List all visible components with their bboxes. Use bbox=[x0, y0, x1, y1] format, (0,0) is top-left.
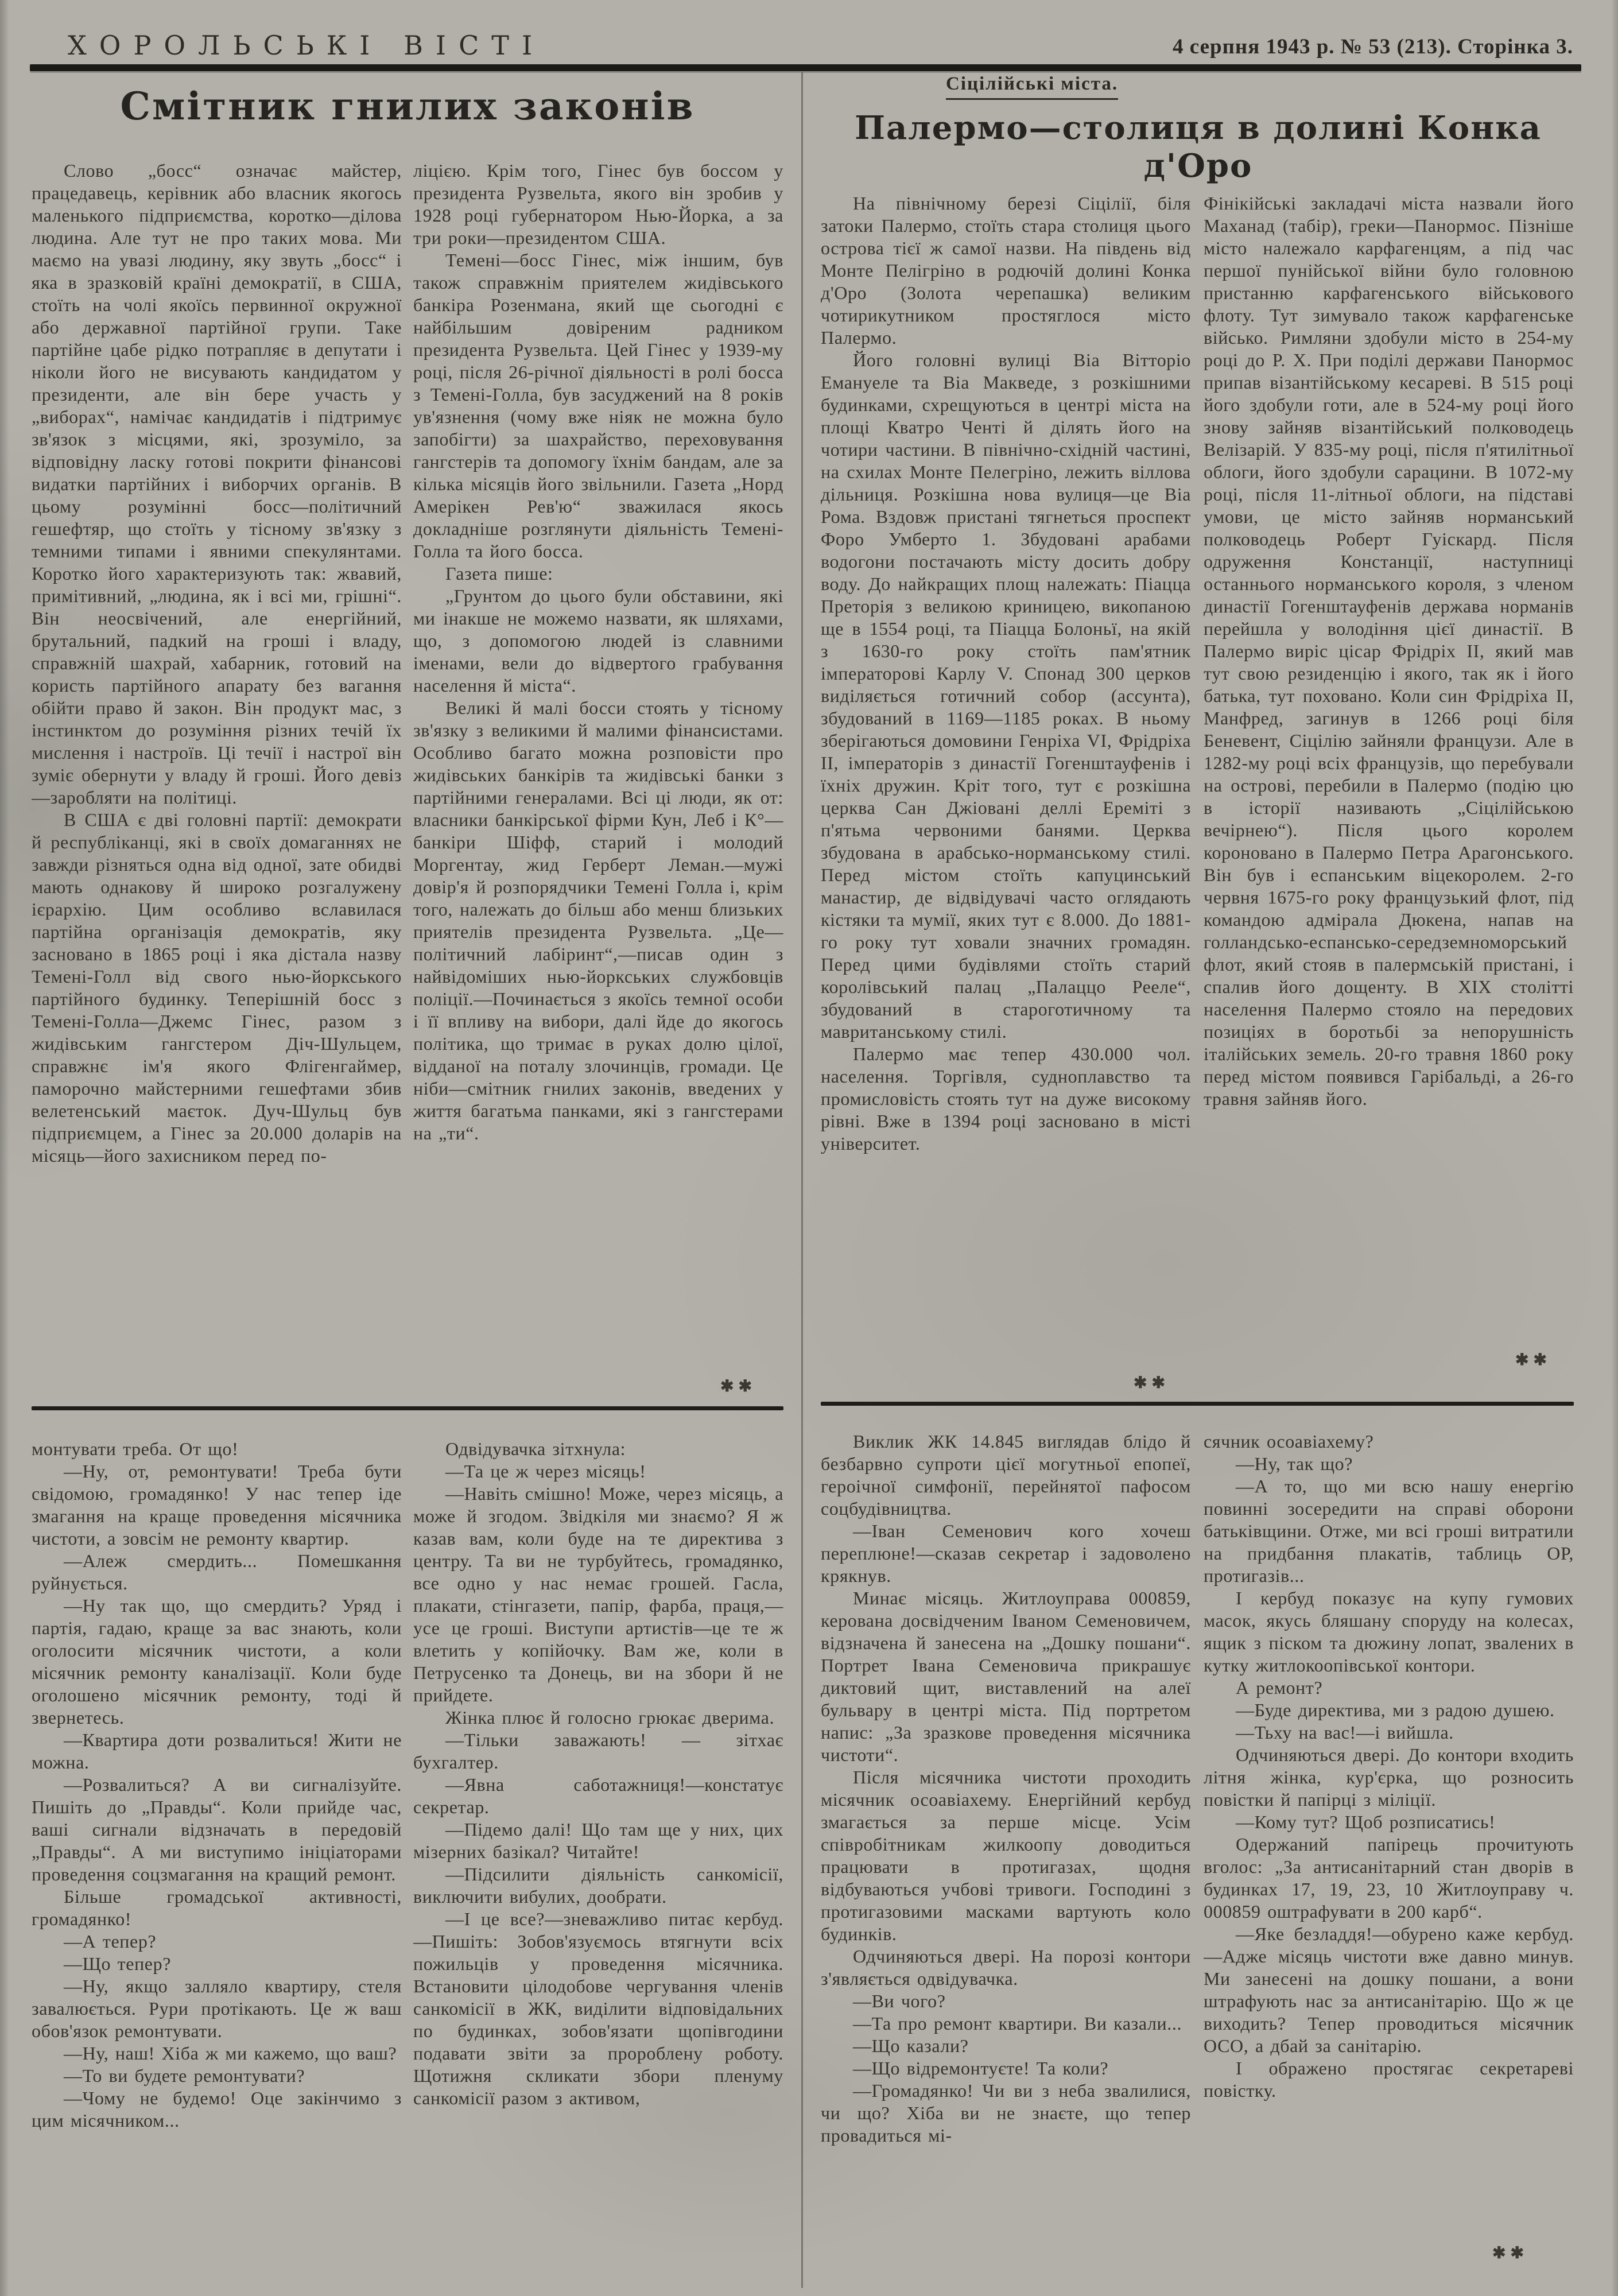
paragraph: Виклик ЖК 14.845 виглядав блідо й безбарвно супроти цієї могутньої епопеї, героічної симфонії, перейнятої пафосом соцбудівництва. bbox=[821, 1431, 1191, 1519]
paragraph: Його головні вулиці Віа Вітторіо Емануеле та Віа Макведе, з розкішними будинками, схрещуються в центрі міста на площі Кватро Ченті й ділять його на чотири частини. В північно-східній частині, на схилах Монте Пелегріно, лежить віллова дільниця. Розкішна нова вулиця—це Віа Рома. Вздовж пристані тягнеться проспект Форо Умберто 1. Збудовані арабами водогони постачають місту досить добру воду. До найкращих площ належать: Піацца Преторія з великою криницею, викопаною ще в 1554 році, та Піацца Болоньї, на якій з 1630-го року стоїть пам'ятник імператорові Карлу V. Спонад 300 церков виділяється готичний собор (ассунта), збудований в 1169—1185 роках. В ньому зберігаються домовини Генріха VI, Фрідріха II, імператорів з династії Гогенштауфенів і їхніх дружин. Кріт того, тут є розкішна церква Сан Джіовані деллі Ереміті з п'ятьма червоними банями. Церква збудована в арабсько-норманському стилі. Перед містом стоїть капуцинський манастир, де відвідувачі часто оглядають кістяки та мумії, яких тут є 8.000. До 1881-го року тут ховали значних громадян. Перед цими будівлями стоїть старий королівський палац „Палаццо Рееле“, збудований в староготичному та мавританському стилі. bbox=[821, 350, 1191, 1042]
paragraph: —Що казали? bbox=[853, 2035, 969, 2056]
paragraph: —Та це ж через місяць! bbox=[445, 1461, 646, 1481]
paragraph: —Тільки заважають! — зітхає бухгалтер. bbox=[413, 1729, 783, 1773]
paragraph: —Ну, якщо залляло квартиру, стеля завалюється. Рури протікають. Це ж ваш обов'язок ремонтувати. bbox=[32, 1976, 402, 2041]
header-rule bbox=[30, 64, 1581, 71]
right-article-title: Палермо—столиця в долині Конка д'Оро bbox=[855, 109, 1542, 185]
paragraph: Жінка плює й голосно грюкає дверима. bbox=[445, 1707, 775, 1728]
paragraph: —Буде директива, ми з радою душею. bbox=[1236, 1700, 1555, 1720]
right-article-column-1 bbox=[821, 192, 1191, 1405]
paragraph: На північному березі Сіцілії, біля затоки Палермо, стоїть стара столиця цього острова тієї ж самої назви. На південь від Монте Пелігріно в родючій долині Конка д'Оро (Золота черепашка) великим чотирикутником простяглося місто Палермо. bbox=[821, 193, 1191, 348]
feuilleton-column-1 bbox=[32, 1438, 402, 2289]
paragraph: —І це все?—зневажливо питає кербуд.—Пишіть: Зобов'язуємось втягнути всіх пожильців у проведення місячника. Встановити цілодобове чергування членів санкомісії в ЖК, виділити відповідальних по будинках, зобов'язати щопівгодини подавати звіти за пророблену роботу. Щотижня скликати збори пленуму санкомісії разом з активом, bbox=[413, 1909, 783, 2108]
paragraph: —А то, що ми всю нашу енергію повинні зосередити на справі оборони батьківщини. Отже, ми всі гроші витратили на придбання плакатів, таблиць ОР, протигазів... bbox=[1204, 1476, 1574, 1586]
paragraph: —А тепер? bbox=[64, 1931, 157, 1952]
masthead: ХОРОЛЬСЬКІ ВІСТІ bbox=[68, 30, 545, 61]
section-divider-left bbox=[32, 1406, 783, 1410]
paragraph: —Навіть смішно! Може, через місяць, а може й згодом. Звідкіля ми знаємо? Я ж казав вам, коли буде на те директива з центру. Та ви не турбуйтесь, громадянко, все одно у нас немає грошей. Гасла, плакати, стінгазети, папір, фарба, праця,—усе це гроші. Виступи артистів—це те ж влетить у копійочку. Вам же, коли в Петрусенко та Донець, ви на збори й не прийдете. bbox=[413, 1483, 783, 1705]
paragraph: —Розвалиться? А ви сигналізуйте. Пишіть до „Правды“. Коли прийде час, ваші сигнали відзначать в передовій „Правды“. А ми виступимо ініціаторами проведення соцзмагання на кращий ремонт. bbox=[32, 1774, 402, 1884]
paragraph: —Та про ремонт квартири. Ви казали... bbox=[853, 2013, 1182, 2034]
section-divider-right bbox=[821, 1402, 1574, 1406]
feuilleton-end-mark: ✱✱ bbox=[1492, 2244, 1528, 2262]
right-article-end-mark-col1: ✱✱ bbox=[1134, 1374, 1170, 1392]
paragraph: —Квартира доти розвалиться! Жити не можна. bbox=[32, 1729, 402, 1773]
paragraph: —Чому не будемо! Оце закінчимо з цим місячником... bbox=[32, 2088, 402, 2131]
paragraph: ліцією. Крім того, Гінес був боссом у президента Рузвельта, якого він зробив у 1928 році губернатором Нью-Йорка, а за три роки—президентом США. bbox=[413, 160, 783, 248]
paragraph: —Іван Семенович кого хочеш переплюне!—сказав секретар і задоволено крякнув. bbox=[821, 1521, 1191, 1586]
feuilleton-column-4 bbox=[1204, 1430, 1574, 2289]
paragraph: Одчиняються двері. На порозі контори з'являється одвідувачка. bbox=[821, 1946, 1191, 1989]
paragraph: —Ну, наш! Хіба ж ми кажемо, що ваш? bbox=[64, 2043, 397, 2064]
paragraph: —Ви чого? bbox=[853, 1991, 946, 2011]
paragraph: Палермо має тепер 430.000 чол. населення. Торгівля, судноплавство та промисловість стоять тут на дуже високому рівні. Вже в 1394 році засновано в місті університет. bbox=[821, 1044, 1191, 1154]
paragraph: —То ви будете ремонтувати? bbox=[64, 2065, 305, 2086]
center-column-rule bbox=[801, 72, 803, 2288]
paragraph: —Ну так що, що смердить? Уряд і партія, гадаю, краще за вас знають, коли оголосити місячник чистоти, а коли місячник ремонту каналізації. Коли буде оголошено місячник ремонту, тоді й звернетесь. bbox=[32, 1595, 402, 1728]
paragraph: Темені—босс Гінес, між іншим, був також справжнім приятелем жидівського банкіра Розенмана, який ще сьогодні є найбільшим довіреним радником президента Рузвельта. Цей Гінес у 1939-му році, після 26-річної діяльності в ролі босса з Темені-Голла, був засуджений на 8 років ув'язнення (чому вже ніяк не можна було запобігти) за шахрайство, переховування гангстерів та допомогу їхнім бандам, але за кілька місяців його звільнили. Газета „Норд Амерікен Рев'ю“ зважилася якось докладніше розглянути діяльність Темені-Голла та його босса. bbox=[413, 250, 783, 561]
paragraph: —Яке безладдя!—обурено каже кербуд.—Адже місяць чистоти вже давно минув. Ми занесені на дошку пошани, а вони штрафують нас за антисанітарію. Що ж це виходить? Тепер проводиться місячник ОСО, а дбай за санітарію. bbox=[1204, 1923, 1574, 2056]
paragraph: А ремонт? bbox=[1236, 1677, 1323, 1698]
paragraph: Одчиняються двері. До контори входить літня жінка, кур'єрка, що розносить повістки й папірці з міліції. bbox=[1204, 1744, 1574, 1810]
paragraph: „Грунтом до цього були обставини, які ми інакше не можемо назвати, як шляхами, що, з допомогою людей із славними іменами, вели до відвертого грабування населення й міста“. bbox=[413, 585, 783, 696]
right-article-column-2 bbox=[1204, 192, 1574, 1405]
paragraph: —Кому тут? Щоб розписатись! bbox=[1236, 1812, 1496, 1832]
paragraph: І ображено простягає секретареві повістку. bbox=[1204, 2058, 1574, 2101]
feuilleton-column-3 bbox=[821, 1430, 1191, 2289]
right-article-end-mark-col2: ✱✱ bbox=[1515, 1351, 1551, 1369]
right-article-kicker: Сіцілійські міста. bbox=[946, 73, 1118, 100]
paragraph: —Ну, так що? bbox=[1236, 1453, 1353, 1474]
paragraph: —Алеж смердить... Помешкання руйнується. bbox=[32, 1550, 402, 1593]
dateline: 4 серпня 1943 р. № 53 (213). Сторінка 3. bbox=[1172, 35, 1573, 59]
paragraph: —Підсилити діяльність санкомісії, виключити вибулих, дообрати. bbox=[413, 1864, 783, 1907]
paragraph: Фінікійські закладачі міста назвали його Маханад (табір), греки—Панормос. Пізніше місто належало карфагенцям, а під час першої пунійської війни було головною пристанню карфагенського військового флоту. Тут зимувало також карфагенське військо. Римляни здобули місто в 254-му році до Р. Х. При поділі держави Панормос припав візантійському кесареві. В 515 році його здобули готи, але в 524-му році його знову зайняв візантійський полководець Велізарій. У 835-му році, після п'ятилітньої облоги, його здобули сарацини. В 1072-му році, після 11-літньої облоги, на підставі умови, це місто зайняв норманський полководець Роберт Гуіскард. Після одруження Констанції, наступниці останнього норманського короля, з членом династії Гогенштауфенів держава норманів перейшла у володіння цієї династії. В Палермо виріс цісар Фрідріх II, який мав тут свою резиденцію і якого, так як і його батька, тут поховано. Коли син Фрідріха II, Манфред, загинув в 1266 році біля Беневент, Сіцілію зайняли французи. Але в 1282-му році всіх французів, що перебували на острові, перебили в Палермо (подію цю в історії називають „Сіцілійською вечірнею“). Після цього королем короновано в Палермо Петра Арагонського. Він був і еспанським віцекоролем. 2-го червня 1675-го року французький флот, під командою адмірала Дюкена, напав на голландсько-еспансько-середземноморський флот, який стояв в палермській пристані, і спалив його дощенту. В XIX столітті населення Палермо стояло на передових позиціях в боротьбі за непорушність італійських земель. 20-го травня 1860 року перед містом появився Гарібальді, а 26-го травня зайняв його. bbox=[1204, 193, 1574, 1109]
paragraph: сячник осоавіахему? bbox=[1204, 1431, 1374, 1452]
paragraph: В США є дві головні партії: демократи й республіканці, які в своїх домаганнях не завжди різняться одна від одної, зате обидві мають однакову й широко розгалужену ієрархію. Цим особливо вславилася партійна організація демократів, яку засновано в 1865 році і яка дістала назву Темені-Голл від свого нью-йоркського партійного будинку. Теперішній босс з Темені-Голла—Джемс Гінес, разом з жидівським гангстером Діч-Шульцем, справжнє ім'я якого Флігенгаймер, паморочно майстерними гешефтами збив велетенський маєток. Дуч-Шульц був підприємцем, а Гінес за 20.000 доларів на місяць—його захисником перед по- bbox=[32, 809, 402, 1166]
paragraph: —Явна саботажниця!—констатує секретар. bbox=[413, 1774, 783, 1817]
paragraph: —Що тепер? bbox=[64, 1953, 171, 1974]
paragraph: Одержаний папірець прочитують вголос: „За антисанітарний стан дворів в будинках 17, 19, 23, 10 Житлоуправу ч. 000859 оштрафувати в 200 карб“. bbox=[1204, 1834, 1574, 1922]
left-article-column-2 bbox=[413, 160, 783, 1406]
paragraph: —Тьху на вас!—і вийшла. bbox=[1236, 1722, 1454, 1743]
paragraph: Після місячника чистоти проходить місячник осоавіахему. Енергійний кербуд змагається за перше місце. Усім співробітникам жилкоопу доводиться працювати в протигазах, щодня відбуваються учбові тривоги. Господині з протигазовими масками вартують коло будинків. bbox=[821, 1767, 1191, 1944]
paragraph: Одвідувачка зітхнула: bbox=[445, 1438, 626, 1459]
paragraph: І кербуд показує на купу гумових масок, якусь бляшану споруду на колесах, ящик з піском та дюжину лопат, звалених в кутку житлокоопівської контори. bbox=[1204, 1588, 1574, 1676]
feuilleton-column-2 bbox=[413, 1438, 783, 2289]
paragraph: Великі й малі босси стоять у тісному зв'язку з великими й малими фінансистами. Особливо багато можна розповісти про жидівських банкірів та жидівські банки з партійними генералами. Всі ці люди, як от: власники банкірської фірми Кун, Леб і К°—банкіри Шіфф, старий і молодий Моргентау, жид Герберт Леман.—мужі довір'я й розпорядчики Темені Голла і, крім того, належать до більш або менш близьких приятелів президента Рузвельта. „Це—політичний лабіринт“,—писав один з найвідоміших нью-йоркських службовців поліції.—Починається з якоїсь темної особи і її впливу на вибори, далі йде до якогось політика, що тримає в руках долю цілої, відданої на поталу злочинців, громади. Це ніби—смітник гнилих законів, введених у життя багатьма панками, які з гангстерами на „ти“. bbox=[413, 697, 783, 1143]
paragraph: Більше громадської активності, громадянко! bbox=[32, 1886, 402, 1929]
left-article-end-mark: ✱✱ bbox=[720, 1378, 756, 1395]
paragraph: —Підемо далі! Що там ще у них, цих мізерних базікал? Читайте! bbox=[413, 1819, 783, 1862]
paragraph: —Ну, от, ремонтувати! Треба бути свідомою, громадянко! У нас тепер іде змагання на краще проведення місячника чистоти, а зовсім не ремонту квартир. bbox=[32, 1461, 402, 1549]
paragraph: монтувати треба. От що! bbox=[32, 1438, 239, 1459]
paragraph: —Громадянко! Чи ви з неба звалилися, чи що? Хіба ви не знаєте, що тепер провадиться мі- bbox=[821, 2080, 1191, 2146]
paragraph: Газета пише: bbox=[445, 563, 553, 584]
left-article-column-1 bbox=[32, 160, 402, 1406]
left-article-title: Смітник гнилих законів bbox=[120, 84, 695, 129]
paragraph: —Що відремонтуєте! Та коли? bbox=[853, 2058, 1109, 2078]
paragraph: Минає місяць. Житлоуправа 000859, керована досвідченим Іваном Семеновичем, відзначена й занесена на „Дошку пошани“. Портрет Івана Семеновича прикрашує диктовий щит, виставлений на алеї бульвару в центрі міста. Під портретом напис: „За зразкове проведення місячника чистоти“. bbox=[821, 1588, 1191, 1765]
paragraph: Слово „босс“ означає майстер, працедавець, керівник або власник якогось маленького підприємства, коротко—ділова людина. Але тут не про таких мова. Ми маємо на увазі людину, яку звуть „босс“ і яка в зразковій країні демократії, в США, стоїть на чолі якоїсь первинної окружної або державної партійної групи. Таке партійне цабе рідко потрапляє в депутати і ніколи його не висувають кандидатом у президенти, але він бере участь у „виборах“, намічає кандидатів і підтримує зв'язок з місцями, які, зрозуміло, за відповідну ласку готові покрити фінансові видатки партійних і виборчих органів. В цьому розумінні босс—політичний гешефтяр, що стоїть у тісному зв'язку з темними типами і явними спекулянтами. Коротко його характеризують так: жвавий, примітивний, „людина, як і всі ми, грішні“. Він неосвічений, але енергійний, брутальний, падкий на гроші і владу, справжній шахрай, хабарник, готовий на користь партійного апарату без вагання обійти право й закон. Він продукт мас, з інстинктом до розуміння різних течій їх мислення і настроїв. Ці течії і настрої він зуміє обернути у владу й гроші. Його девіз—заробляти на політиці. bbox=[32, 160, 402, 808]
